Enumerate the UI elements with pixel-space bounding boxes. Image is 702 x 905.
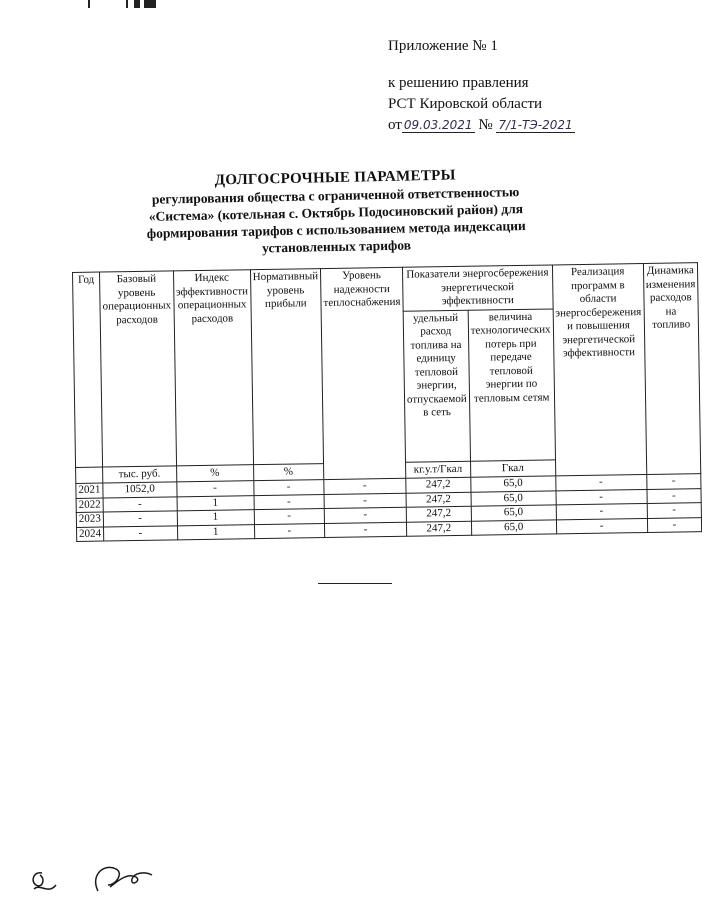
heading-subtitle-4: установленных тарифов xyxy=(262,237,412,256)
cell-index: 1 xyxy=(177,510,254,526)
cell-dynamics: - xyxy=(647,503,702,518)
cell-year: 2022 xyxy=(76,498,103,513)
cell-fuel: 247,2 xyxy=(406,521,471,537)
heading-subtitle-1: регулирования общества с ограниченной ответственностью xyxy=(151,184,520,207)
appendix-title: Приложение № 1 xyxy=(388,38,498,54)
unit-index: % xyxy=(176,464,253,482)
header-row-1 xyxy=(73,263,699,316)
cell-year: 2021 xyxy=(76,483,103,498)
cell-profit: - xyxy=(254,494,325,510)
cell-losses: 65,0 xyxy=(471,490,556,506)
cell-losses: 65,0 xyxy=(471,505,556,521)
cell-programs: - xyxy=(556,518,647,534)
cell-reliability: - xyxy=(324,522,406,538)
cell-base: - xyxy=(103,496,177,512)
cell-base: - xyxy=(104,525,178,541)
cell-dynamics: - xyxy=(646,474,701,489)
cell-dynamics: - xyxy=(647,488,702,503)
cell-reliability: - xyxy=(324,478,406,494)
appendix-date-line xyxy=(388,115,575,136)
decision-date: 09.03.2021 xyxy=(403,118,473,132)
cell-losses: 65,0 xyxy=(471,519,556,535)
document-heading xyxy=(100,165,572,260)
cell-fuel: 247,2 xyxy=(406,506,471,522)
unit-profit: % xyxy=(253,463,324,481)
header-reliability: Уровень надежности теплоснабжения xyxy=(320,267,405,479)
parameters-table xyxy=(72,262,702,542)
unit-base: тыс. руб. xyxy=(103,465,177,483)
header-profit-level: Нормативный уровень прибыли xyxy=(250,269,323,465)
number-label: № xyxy=(478,117,493,133)
heading-subtitle-3: формирования тарифов с использованием метода индексации xyxy=(146,218,526,241)
unit-fuel: кг.у.т/Гкал xyxy=(405,461,470,479)
header-energy-indicators: Показатели энергосбережения энергетической эффективности xyxy=(402,265,552,311)
from-label: от xyxy=(388,117,402,133)
cell-reliability: - xyxy=(324,507,406,523)
heading-subtitle-2: «Система» (котельная с. Октябрь Подосиновский район) для xyxy=(148,201,524,224)
header-fuel-dynamics: Динамика изменения расходов на топливо xyxy=(643,263,701,475)
unit-losses: Гкал xyxy=(470,459,555,477)
cell-base: - xyxy=(103,511,177,527)
cell-programs: - xyxy=(555,475,646,491)
cell-profit: - xyxy=(254,509,325,525)
cell-profit: - xyxy=(254,523,325,539)
unit-year xyxy=(76,467,103,484)
cell-index: 1 xyxy=(177,524,254,540)
cell-programs: - xyxy=(556,504,647,520)
cell-programs: - xyxy=(556,489,647,505)
closing-divider xyxy=(318,583,392,584)
decision-number: 7/1-ТЭ-2021 xyxy=(498,118,573,132)
appendix-line-decision: к решению правления xyxy=(388,75,529,91)
appendix-block xyxy=(388,36,575,136)
cell-dynamics: - xyxy=(647,517,702,532)
cell-year: 2024 xyxy=(77,527,104,542)
appendix-line-authority: РСТ Кировской области xyxy=(388,96,543,112)
handwritten-signature xyxy=(20,855,170,904)
header-year: Год xyxy=(73,272,103,467)
cell-reliability: - xyxy=(324,493,406,509)
header-heat-losses: величина технологических потерь при передаче тепловой энергии по тепловым сетям xyxy=(468,308,555,460)
cell-fuel: 247,2 xyxy=(406,477,471,493)
cell-profit: - xyxy=(253,480,324,496)
header-base-costs: Базовый уровень операционных расходов xyxy=(100,271,177,467)
header-fuel-consumption: удельный расход топлива на единицу тепловой энергии, отпускаемой в сеть xyxy=(403,310,470,462)
header-programs: Реализация программ в области энергосбережения и повышения энергетической эффективности xyxy=(552,264,646,476)
cell-index: - xyxy=(176,481,253,497)
cell-losses: 65,0 xyxy=(470,476,555,492)
heading-title: ДОЛГОСРОЧНЫЕ ПАРАМЕТРЫ xyxy=(214,167,456,189)
header-efficiency-index: Индекс эффективности операционных расходов xyxy=(173,270,253,466)
parameters-table-wrapper xyxy=(72,262,702,542)
cell-year: 2023 xyxy=(76,512,103,527)
scan-marks xyxy=(88,0,168,10)
cell-base: 1052,0 xyxy=(103,482,177,498)
cell-fuel: 247,2 xyxy=(406,492,471,508)
cell-index: 1 xyxy=(177,495,254,511)
